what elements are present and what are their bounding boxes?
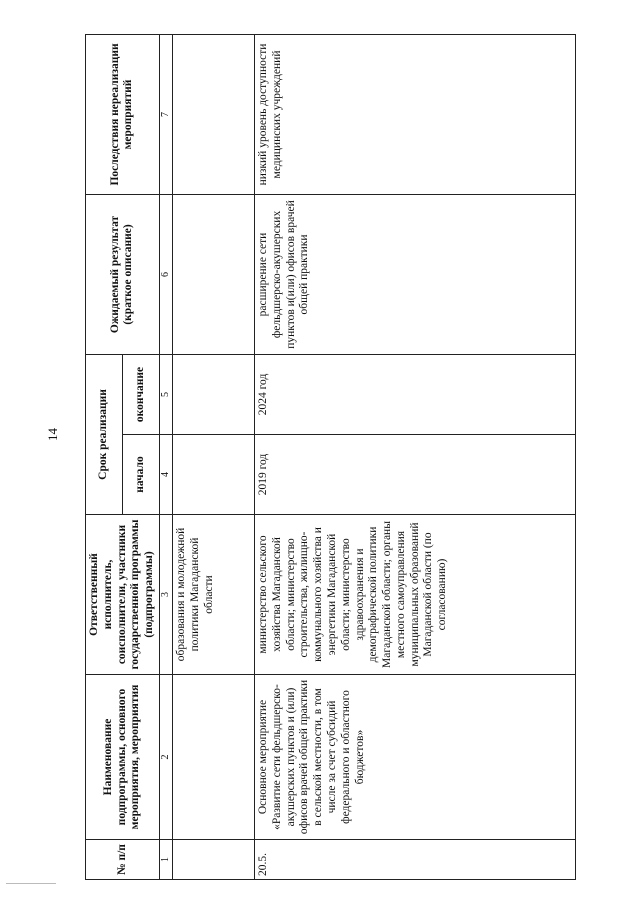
row-number	[172, 840, 254, 880]
row-result	[172, 194, 254, 354]
row-responsible: министерство сельского хозяйства Магаданской области; министерство строительства, жилищно-коммунального хозяйства и энергетики Магаданской области; министерство здравоохранения и демографической политики Магаданской области; органы местного самоуправления муниципальных образований Магаданской области (по согласованию)	[254, 515, 575, 675]
table-row	[254, 34, 575, 879]
column-index: 2	[159, 675, 172, 840]
footer-divider	[6, 883, 56, 884]
row-start	[172, 435, 254, 515]
row-consequences	[172, 34, 254, 194]
page-number: 14	[45, 428, 60, 441]
header-name: Наименование подпрограммы, основного мероприятия, мероприятия	[86, 675, 160, 840]
row-consequences: низкий уровень доступности медицинских учреждений	[254, 34, 575, 194]
column-index: 5	[159, 354, 172, 434]
header-consequences: Последствия нереализации мероприятий	[86, 34, 160, 194]
row-start: 2019 год	[254, 435, 575, 515]
table-row	[172, 34, 254, 879]
column-index: 3	[159, 515, 172, 675]
header-start: начало	[122, 435, 159, 515]
header-end: окончание	[122, 354, 159, 434]
row-name: Основное мероприятие «Развитие сети фельдшерско-акушерских пунктов и (или) офисов врачей общей практики в сельской местности, в том числе за счет субсидий федерального и областного бюджетов»	[254, 675, 575, 840]
measures-table	[85, 34, 576, 880]
header-number: № п/п	[86, 840, 160, 880]
row-name	[172, 675, 254, 840]
column-index: 4	[159, 435, 172, 515]
row-end	[172, 354, 254, 434]
row-number: 20.5.	[254, 840, 575, 880]
header-responsible: Ответственный исполнитель, соисполнители, участники государственной программы (подпрограммы)	[86, 515, 160, 675]
row-result: расширение сети фельдшерско-акушерских пунктов и(или) офисов врачей общей практики	[254, 194, 575, 354]
header-result: Ожидаемый результат (краткое описание)	[86, 194, 160, 354]
header-term: Срок реализации	[86, 354, 123, 514]
column-index: 6	[159, 194, 172, 354]
column-index: 7	[159, 34, 172, 194]
row-end: 2024 год	[254, 354, 575, 434]
row-responsible: образования и молодежной политики Магаданской области	[172, 515, 254, 675]
column-index: 1	[159, 840, 172, 880]
